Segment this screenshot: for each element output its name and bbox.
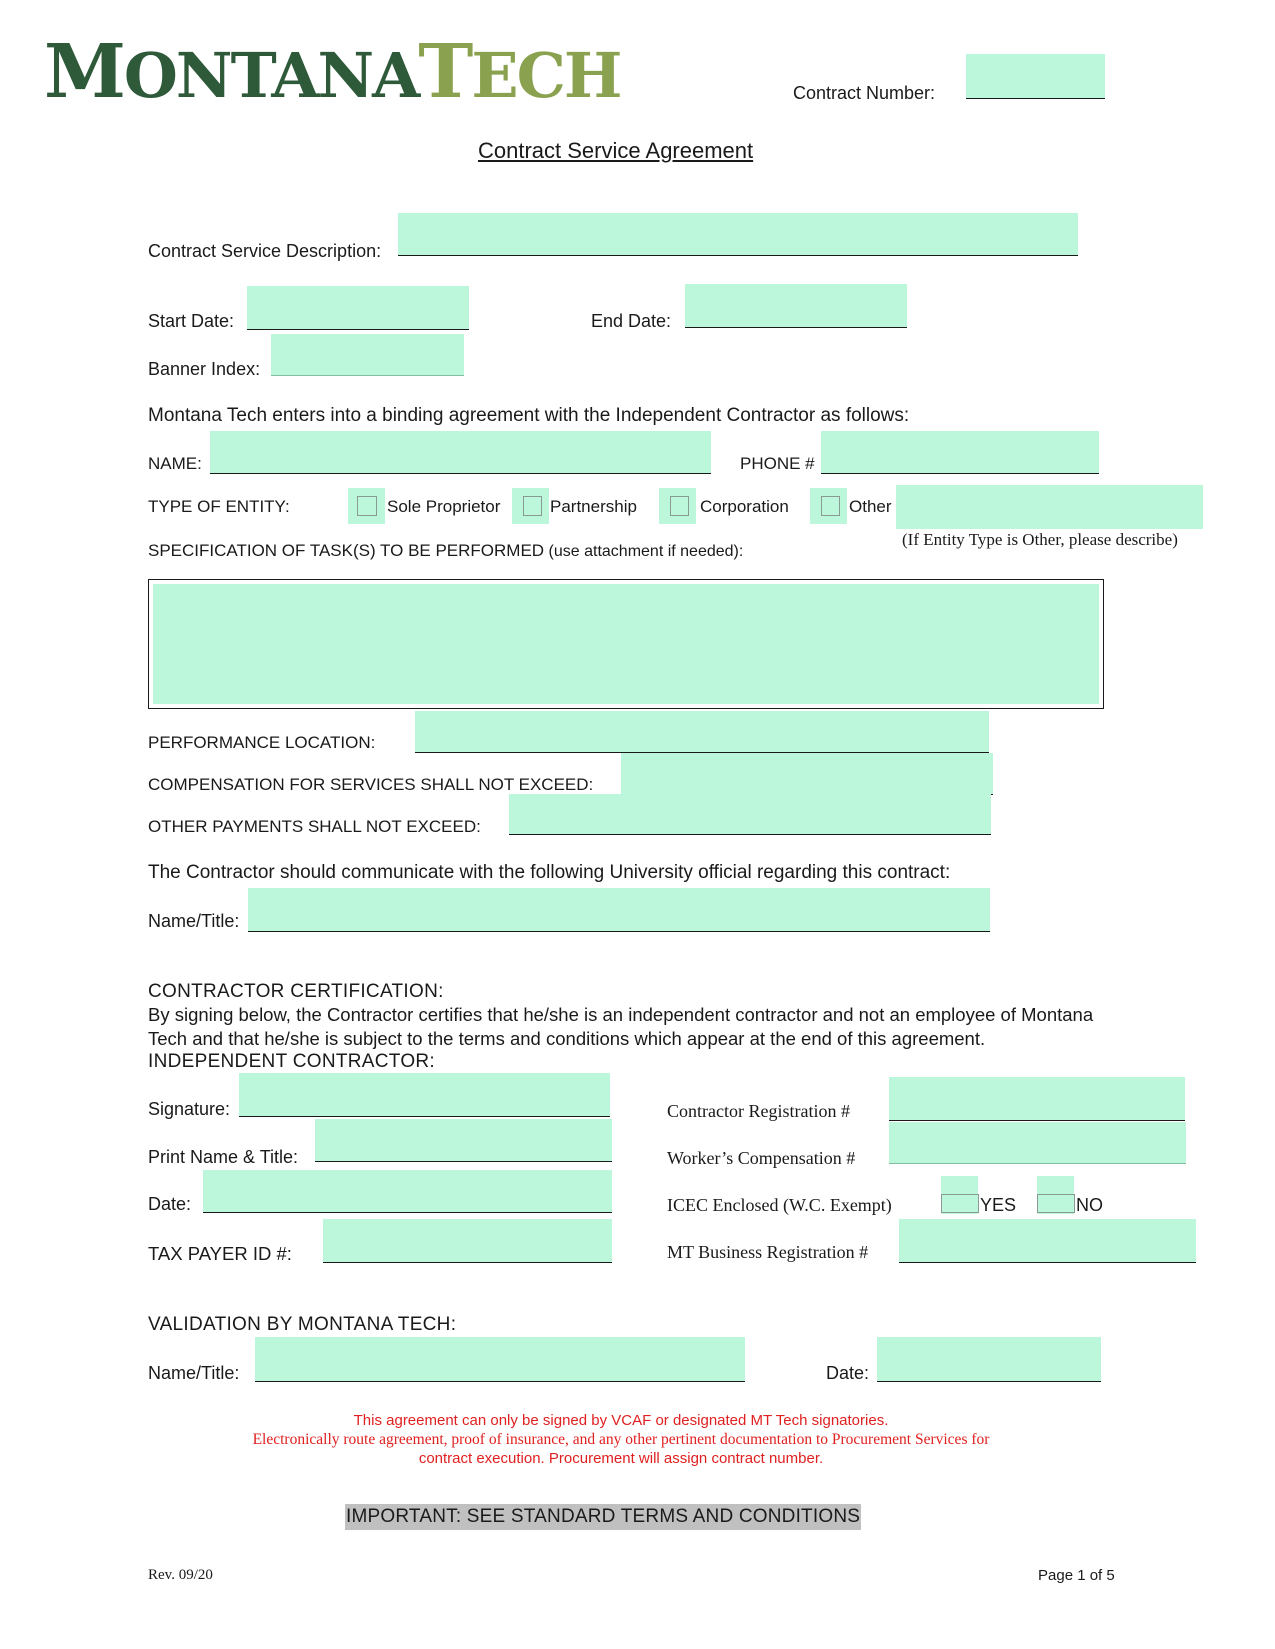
entity-type-label: TYPE OF ENTITY: [148, 497, 290, 516]
banner-index-label: Banner Index: [148, 359, 261, 379]
workers-comp-label: Worker’s Compensation # [667, 1148, 856, 1168]
service-description-field[interactable] [398, 213, 1078, 256]
other-payments-field[interactable] [509, 794, 991, 835]
icec-yes-label: YES [980, 1195, 1017, 1215]
signature-field[interactable] [239, 1073, 610, 1117]
sole-proprietor-label: Sole Proprietor [387, 497, 501, 516]
other-entity-description-field[interactable] [896, 485, 1203, 529]
page-number: Page 1 of 5 [1038, 1567, 1115, 1584]
contract-number-label: Contract Number: [793, 83, 936, 103]
university-official-field[interactable] [248, 888, 990, 932]
icec-no-label: NO [1076, 1195, 1103, 1215]
performance-location-field[interactable] [415, 711, 989, 753]
end-date-field[interactable] [685, 284, 907, 328]
revision-label: Rev. 09/20 [148, 1567, 213, 1583]
service-description-label: Contract Service Description: [148, 241, 382, 261]
corporation-checkbox[interactable] [659, 488, 696, 524]
print-name-field[interactable] [315, 1119, 612, 1162]
other-payments-label: OTHER PAYMENTS SHALL NOT EXCEED: [148, 817, 481, 836]
contractor-registration-label: Contractor Registration # [667, 1101, 850, 1121]
validation-date-label: Date: [826, 1363, 870, 1383]
other-entity-checkbox[interactable] [810, 488, 847, 524]
validation-name-field[interactable] [255, 1337, 745, 1382]
mt-business-registration-field[interactable] [899, 1219, 1196, 1263]
icec-yes-checkbox[interactable] [941, 1176, 978, 1214]
montana-tech-logo: MONTANATECH [44, 29, 621, 115]
communication-text: The Contractor should communicate with the following University official regarding this contract: [148, 862, 951, 883]
notice-line2: Electronically route agreement, proof of insurance, and any other pertinent documentation to Procurement Services for [252, 1431, 990, 1448]
contractor-registration-field[interactable] [889, 1077, 1185, 1121]
signature-label: Signature: [148, 1099, 231, 1119]
intro-text: Montana Tech enters into a binding agreement with the Independent Contractor as follows: [148, 405, 910, 426]
partnership-label: Partnership [550, 497, 637, 516]
contract-number-field[interactable] [966, 54, 1105, 99]
print-name-label: Print Name & Title: [148, 1147, 299, 1167]
page-title: Contract Service Agreement [478, 138, 754, 163]
notice-line1: This agreement can only be signed by VCAF or designated MT Tech signatories. [353, 1412, 889, 1429]
banner-index-field[interactable] [271, 334, 464, 376]
certification-text-line2: Tech and that he/she is subject to the terms and conditions which appear at the end of this agreement. [148, 1028, 986, 1049]
tax-payer-field[interactable] [323, 1219, 612, 1263]
tasks-textarea[interactable] [148, 579, 1104, 709]
icec-label: ICEC Enclosed (W.C. Exempt) [667, 1195, 892, 1215]
tax-payer-label: TAX PAYER ID #: [148, 1243, 292, 1264]
validation-name-label: Name/Title: [148, 1363, 240, 1383]
contractor-name-field[interactable] [210, 431, 711, 474]
other-entity-note: (If Entity Type is Other, please describe) [902, 530, 1178, 549]
performance-location-label: PERFORMANCE LOCATION: [148, 733, 376, 752]
contractor-date-label: Date: [148, 1194, 192, 1214]
notice-line3: contract execution. Procurement will assign contract number. [418, 1450, 824, 1467]
start-date-field[interactable] [247, 286, 469, 330]
university-official-label: Name/Title: [148, 911, 240, 931]
end-date-label: End Date: [591, 311, 672, 331]
compensation-field[interactable] [621, 753, 993, 795]
compensation-label: COMPENSATION FOR SERVICES SHALL NOT EXCEED: [148, 775, 594, 794]
validation-heading: VALIDATION BY MONTANA TECH: [148, 1314, 457, 1335]
contractor-date-field[interactable] [203, 1170, 612, 1213]
certification-heading: CONTRACTOR CERTIFICATION: [148, 981, 444, 1002]
partnership-checkbox[interactable] [512, 488, 549, 524]
icec-no-checkbox[interactable] [1037, 1176, 1074, 1214]
phone-field[interactable] [821, 431, 1099, 474]
start-date-label: Start Date: [148, 311, 235, 331]
phone-label: PHONE # [740, 454, 815, 473]
sole-proprietor-checkbox[interactable] [348, 488, 385, 524]
independent-contractor-heading: INDEPENDENT CONTRACTOR: [148, 1051, 436, 1072]
corporation-label: Corporation [700, 497, 789, 516]
important-banner: IMPORTANT: SEE STANDARD TERMS AND CONDITIONS [345, 1504, 861, 1530]
workers-comp-field[interactable] [889, 1122, 1186, 1164]
mt-business-registration-label: MT Business Registration # [667, 1242, 869, 1262]
contractor-name-label: NAME: [148, 454, 202, 473]
validation-date-field[interactable] [877, 1337, 1101, 1382]
other-entity-label: Other [849, 497, 892, 516]
tasks-label: SPECIFICATION OF TASK(S) TO BE PERFORMED (use attachment if needed): [148, 541, 744, 560]
certification-text-line1: By signing below, the Contractor certifies that he/she is an independent contractor and not an employee of Montana [148, 1004, 1094, 1025]
